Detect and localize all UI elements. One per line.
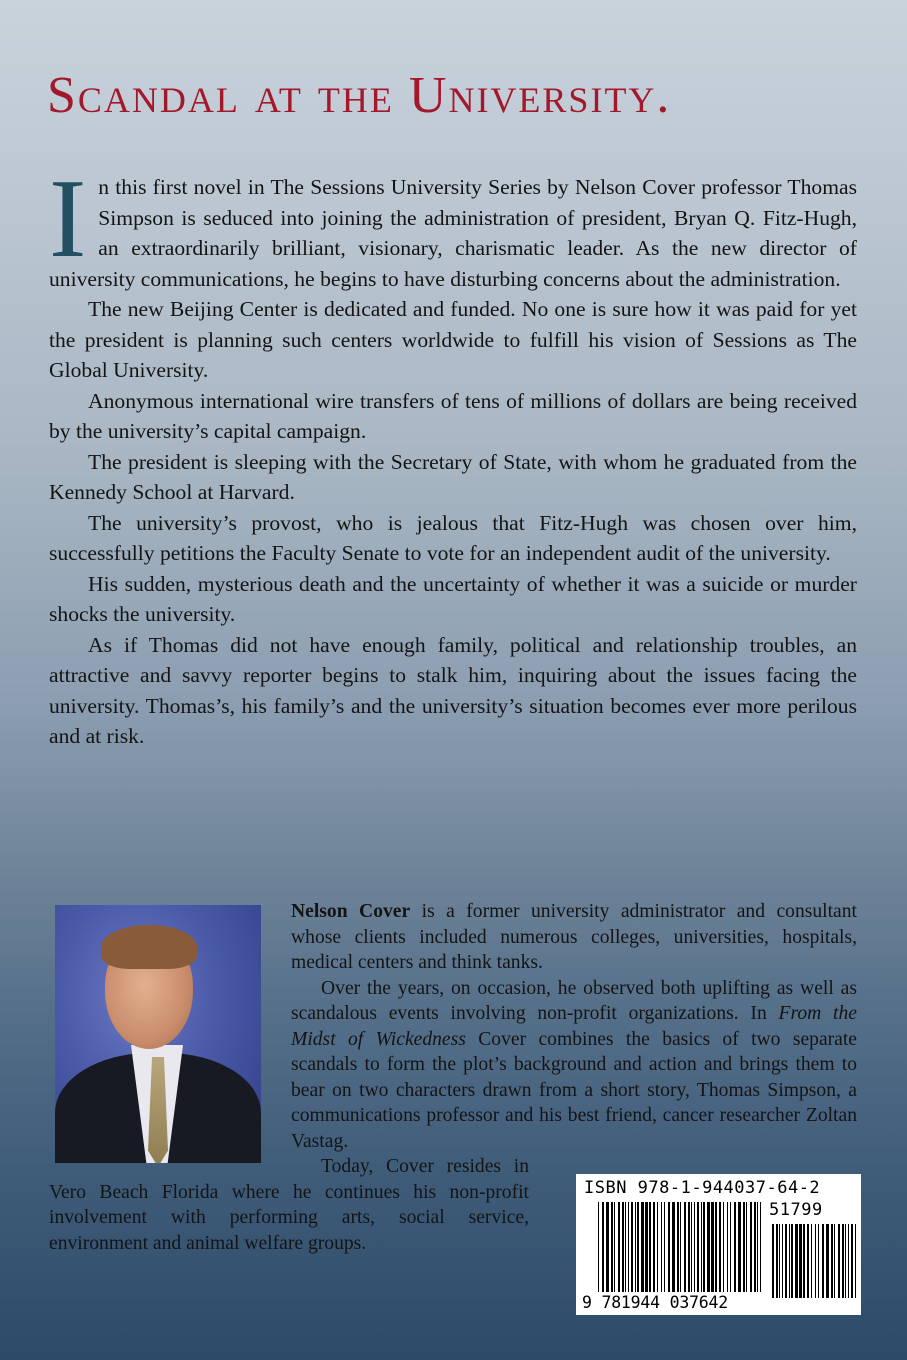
barcode-bar — [598, 1202, 599, 1292]
barcode-bar — [826, 1224, 829, 1298]
author-bio-text: Over the years, on occasion, he observed both uplifting as well as scandalous events involving non-profit organizations. In — [291, 977, 857, 1024]
author-name: Nelson Cover — [291, 901, 411, 922]
barcode-bar — [697, 1202, 699, 1292]
synopsis-paragraph: His sudden, mysterious death and the uncertainty of whether it was a suicide or murder shocks the university. — [49, 571, 857, 626]
ean-digits: 9 781944 037642 — [582, 1293, 729, 1312]
barcode-bar — [746, 1202, 747, 1292]
barcode-bar — [757, 1202, 758, 1292]
barcode-bar — [715, 1202, 717, 1292]
barcode-bar — [719, 1202, 721, 1292]
isbn-barcode — [576, 1174, 861, 1315]
barcode-bar — [635, 1202, 636, 1292]
barcode-bar — [815, 1224, 816, 1298]
barcode-bar — [845, 1224, 846, 1298]
barcode-bar — [727, 1202, 728, 1292]
synopsis-paragraph: As if Thomas did not have enough family, political and relationship troubles, an attractive and savvy reporter begins to stalk him, inquiring about the issues facing the university. Thomas’s, his family’s and the university’s situation becomes ever more perilous and at risk. — [49, 632, 857, 748]
synopsis-paragraph: The new Beijing Center is dedicated and funded. No one is sure how it was paid for yet the president is planning such centers worldwide to fulfill his vision of Sessions as The Global University. — [49, 297, 857, 382]
barcode-bar — [680, 1202, 681, 1292]
barcode-bar — [602, 1202, 604, 1292]
barcode-bar — [707, 1202, 710, 1292]
barcode-bar — [611, 1202, 613, 1292]
barcode-bar — [822, 1224, 824, 1298]
barcode-bar — [664, 1202, 665, 1292]
barcode-bar — [657, 1202, 658, 1292]
barcode-bar — [694, 1202, 695, 1292]
barcode-bar — [703, 1202, 705, 1292]
barcode-bar — [779, 1224, 780, 1298]
barcode-bar — [730, 1202, 731, 1292]
barcode-bar — [791, 1224, 793, 1298]
barcode-bar — [641, 1202, 644, 1292]
barcode-bar — [618, 1202, 620, 1292]
barcode-bar — [701, 1202, 702, 1292]
barcode-bar — [614, 1202, 615, 1292]
barcode-bar — [803, 1224, 805, 1298]
barcode-bar — [645, 1202, 648, 1292]
barcode-bar — [834, 1224, 835, 1298]
barcode-bar — [688, 1202, 690, 1292]
barcode-bar — [743, 1202, 745, 1292]
author-bio-text: Cover combines the basics of two separate scandals to form the plot’s background and action and brings them to bear on two characters drawn from a short story, Thomas Simpson, a communications professor and his best friend, cancer researcher Zoltan Vastag. — [291, 1028, 858, 1152]
barcode-bar — [811, 1224, 812, 1298]
barcode-bar — [691, 1202, 692, 1292]
barcode-bar — [760, 1202, 761, 1292]
barcode-bar — [807, 1224, 809, 1298]
barcode-bar — [754, 1202, 756, 1292]
barcode-bar — [851, 1224, 853, 1298]
barcode-bar — [789, 1224, 790, 1298]
barcode-bar — [684, 1202, 686, 1292]
barcode-bar — [818, 1224, 819, 1298]
author-bio-text: is a former university administrator and consultant whose clients included numerous colleges, universities, hospitals, medical centers and think tanks. — [291, 901, 857, 973]
barcode-bar — [653, 1202, 655, 1292]
author-photo — [55, 905, 261, 1163]
barcode-bar — [677, 1202, 679, 1292]
book-title: From the Midst of Wickedness — [291, 1003, 857, 1050]
barcode-bar — [842, 1224, 844, 1298]
synopsis-paragraph: The university’s provost, who is jealous that Fitz-Hugh was chosen over him, successfully petitions the Faculty Senate to vote for an independent audit of the university. — [49, 510, 857, 565]
author-photo-hair — [101, 925, 197, 969]
drop-cap: I — [49, 157, 87, 281]
barcode-bar — [776, 1224, 778, 1298]
author-bio-paragraph: Today, Cover resides in Vero Beach Florida where he continues his non-profit involvement with performing arts, social service, environment and animal welfare groups. — [49, 1156, 529, 1254]
barcode-bar — [838, 1224, 840, 1298]
synopsis-paragraph: Anonymous international wire transfers of tens of millions of dollars are being received by the university’s capital campaign. — [49, 388, 857, 443]
barcode-bar — [799, 1224, 802, 1298]
barcode-bar — [625, 1202, 626, 1292]
synopsis-paragraph: The president is sleeping with the Secretary of State, with whom he graduated from the Kennedy School at Harvard. — [49, 449, 857, 504]
barcode-bar — [622, 1202, 624, 1292]
barcode-bar — [711, 1202, 714, 1292]
barcode-bar — [631, 1202, 633, 1292]
barcode-bar — [738, 1202, 741, 1292]
barcode-bar — [723, 1202, 724, 1292]
barcode-bar — [848, 1224, 849, 1298]
barcode-bar — [637, 1202, 639, 1292]
barcode-bar — [628, 1202, 629, 1292]
barcode-bar — [734, 1202, 736, 1292]
barcode-bar — [782, 1224, 783, 1298]
barcode-bar — [831, 1224, 833, 1298]
barcode-bar — [785, 1224, 787, 1298]
barcode-bar — [772, 1224, 774, 1298]
barcode-bar — [606, 1202, 609, 1292]
synopsis-text: n this first novel in The Sessions University Series by Nelson Cover professor Thomas Simpson is seduced into joining the administration of president, Bryan Q. Fitz-Hugh, an extraordinarily brilliant, visionary, charismatic leader. As the new director of university communications, he begins to have disturbing concerns about the administration. — [49, 175, 857, 291]
synopsis-paragraph — [49, 157, 857, 294]
barcode-bar — [750, 1202, 752, 1292]
synopsis — [49, 157, 857, 752]
barcode-bar — [672, 1202, 675, 1292]
barcode-bar — [668, 1202, 670, 1292]
price-code: 51799 — [769, 1200, 823, 1220]
barcode-bar — [661, 1202, 662, 1292]
barcode-bar — [649, 1202, 651, 1292]
barcode-bar — [795, 1224, 798, 1298]
isbn-label: ISBN 978-1-944037-64-2 — [584, 1178, 821, 1198]
barcode-bar — [855, 1224, 856, 1298]
headline: Scandal at the University. — [47, 67, 672, 124]
